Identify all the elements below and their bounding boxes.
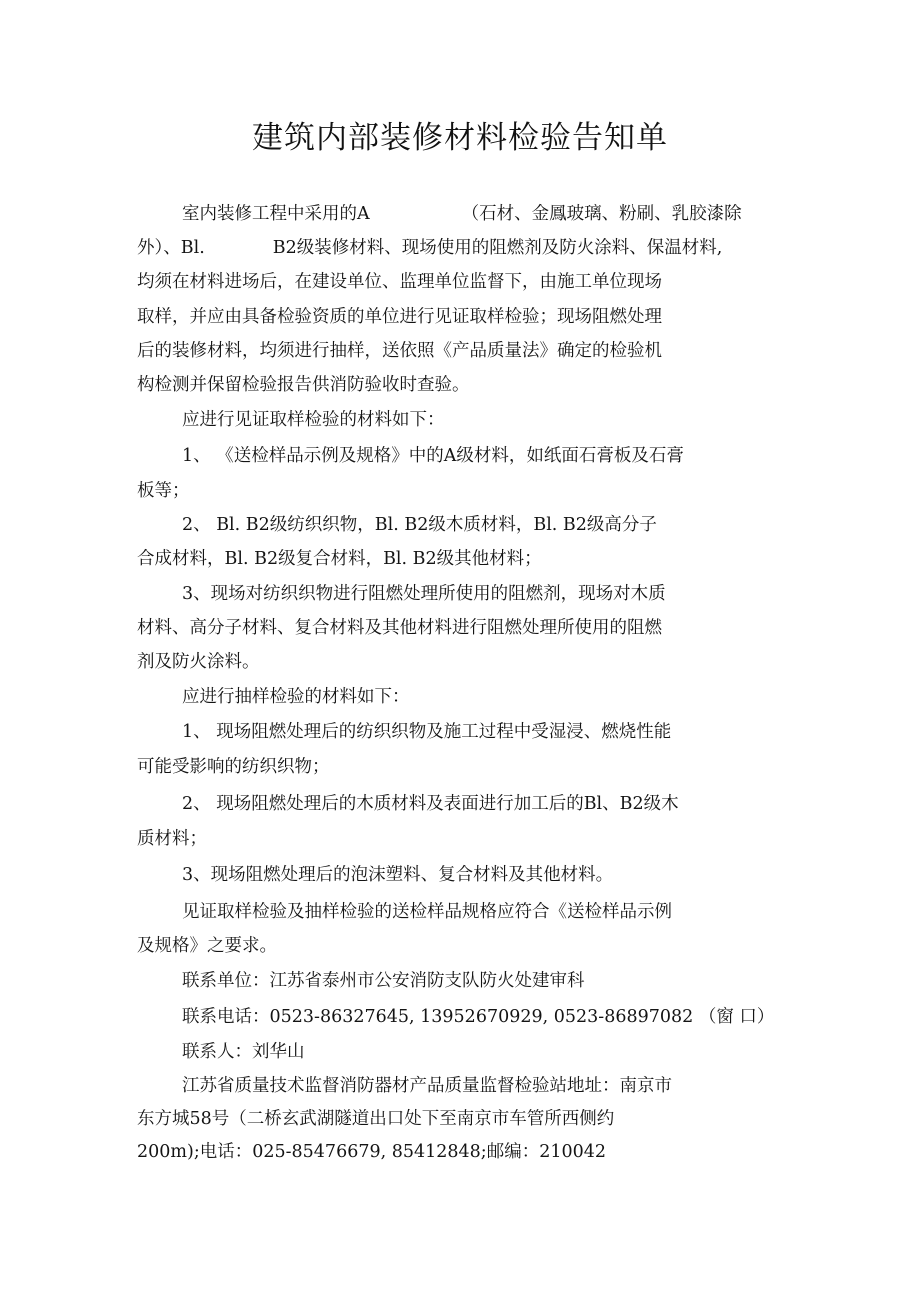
witness-item-3-line-2: 材料、高分子材料、复合材料及其他材料进行阻燃处理所使用的阻燃 bbox=[137, 618, 662, 638]
contact-unit: 联系单位：江苏省泰州市公安消防支队防火处建审科 bbox=[182, 971, 585, 991]
witness-item-2-line-1: 2、 Bl. B2级纺织织物，Bl. B2级木质材料，Bl. B2级高分子 bbox=[182, 515, 657, 535]
intro-line-2 bbox=[137, 237, 722, 259]
witness-item-3-line-1: 3、现场对纺织织物进行阻燃处理所使用的阻燃剂，现场对木质 bbox=[182, 584, 666, 604]
sampling-item-1-line-2: 可能受影响的纺织织物； bbox=[137, 757, 330, 777]
intro-line-1-end: （石材、金鳳玻璃、粉刷、乳胶漆除 bbox=[461, 204, 742, 224]
witness-heading: 应进行见证取样检验的材料如下： bbox=[182, 410, 445, 430]
intro-line-5: 后的装修材料，均须进行抽样，送依照《产品质量法》确定的检验机 bbox=[137, 341, 662, 361]
station-line-1: 江苏省质量技术监督消防器材产品质量监督检验站地址：南京市 bbox=[182, 1076, 672, 1096]
station-line-3: 200m);电话：025-85476679, 85412848;邮编：210042 bbox=[137, 1142, 607, 1162]
intro-line-2-end: B2级装修材料、现场使用的阻燃剂及防火涂料、保温材料, bbox=[272, 238, 723, 258]
sampling-heading: 应进行抽样检验的材料如下： bbox=[182, 687, 410, 707]
intro-line-1-start: 室内装修工程中采用的A bbox=[182, 204, 370, 224]
spec-line-1: 见证取样检验及抽样检验的送检样品规格应符合《送检样品示例 bbox=[182, 902, 672, 922]
document-title: 建筑内部装修材料检验告知单 bbox=[252, 120, 668, 156]
contact-phone: 联系电话：0523-86327645, 13952670929, 0523-86897082 （窗 口） bbox=[182, 1007, 775, 1027]
contact-person: 联系人：刘华山 bbox=[182, 1042, 305, 1062]
witness-item-2-line-2: 合成材料，Bl. B2级复合材料，Bl. B2级其他材料； bbox=[137, 549, 542, 569]
witness-item-1-line-1: 1、 《送检样品示例及规格》中的A级材料，如纸面石膏板及石膏 bbox=[182, 446, 684, 466]
spec-line-2: 及规格》之要求。 bbox=[137, 936, 277, 956]
intro-line-4: 取样，并应由具备检验资质的单位进行见证取样检验；现场阻燃处理 bbox=[137, 307, 662, 327]
sampling-item-2-line-2: 质材料； bbox=[137, 829, 207, 849]
sampling-item-3: 3、现场阻燃处理后的泡沫塑料、复合材料及其他材料。 bbox=[182, 865, 614, 885]
sampling-item-2-line-1: 2、 现场阻燃处理后的木质材料及表面进行加工后的Bl、B2级木 bbox=[182, 794, 679, 814]
station-line-2: 东方城58号（二桥玄武湖隧道出口处下至南京市车管所西侧约 bbox=[137, 1109, 615, 1129]
intro-line-2-start: 外）、Bl. bbox=[137, 238, 205, 258]
intro-line-1 bbox=[182, 203, 742, 225]
sampling-item-1-line-1: 1、 现场阻燃处理后的纺织织物及施工过程中受湿浸、燃烧性能 bbox=[182, 722, 672, 742]
intro-line-3: 均须在材料进场后，在建设单位、监理单位监督下，由施工单位现场 bbox=[137, 272, 662, 292]
witness-item-3-line-3: 剂及防火涂料。 bbox=[137, 652, 260, 672]
witness-item-1-line-2: 板等； bbox=[137, 481, 190, 501]
intro-line-6: 构检测并保留检验报告供消防验收时查验。 bbox=[137, 375, 470, 395]
